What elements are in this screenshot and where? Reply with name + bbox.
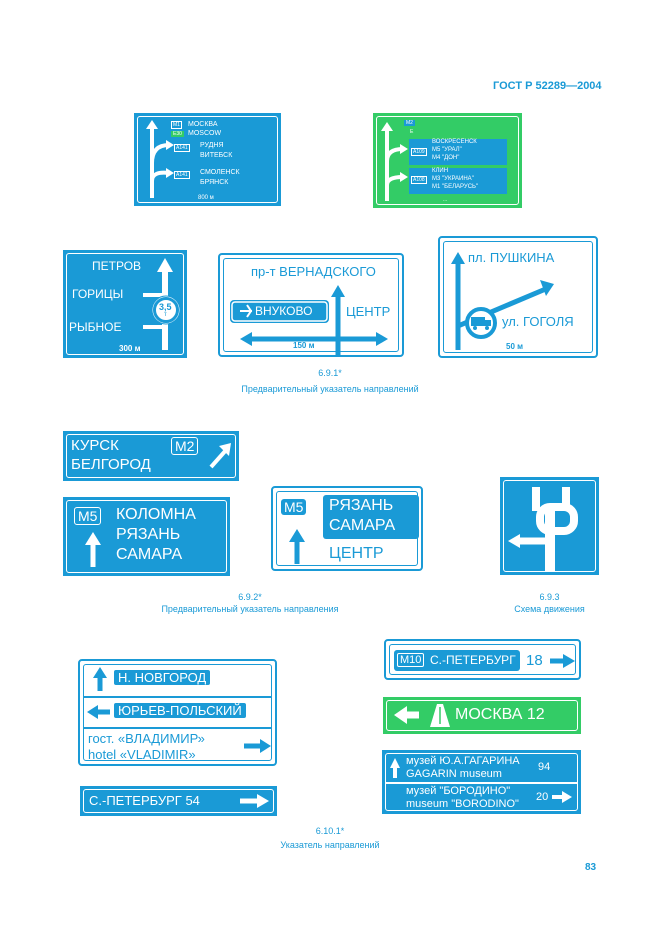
sign-kolomna [63,497,230,576]
route-number: М10 [397,653,424,667]
destination-label: С.-ПЕТЕРБУРГ [430,653,516,667]
distance-label: 20 [536,791,549,803]
destination-label: музей Ю.А.ГАГАРИНА [406,755,520,767]
route-number: М2 [171,437,198,455]
destination-label: КУРСК [71,437,119,454]
figure-caption: Предварительный указатель направлений [241,384,419,394]
sign-traffic-scheme [500,477,599,575]
destination-label: ПЕТРОВ [92,259,142,273]
sign-vernadskogo [218,253,404,357]
destination-label: САМАРА [329,517,396,534]
sign-petrov [63,250,187,358]
destination-label: hotel «VLADIMIR» [88,747,196,762]
destination-label: пр-т ВЕРНАДСКОГО [251,264,376,279]
distance-label: 800 м [198,195,214,201]
route-number: М5 [74,507,101,525]
up-arrow-icon [63,497,230,576]
figure-number: 6.9.1* [318,368,342,378]
destination-label: М1 "БЕЛАРУСЬ" [432,184,479,190]
distance-label: 50 м [506,342,524,351]
destination-label: ГОРИЦЫ [72,287,124,301]
route-number: А108 [413,177,425,183]
destination-label: РЫБНОЕ [69,320,122,334]
right-arrow-icon [386,641,583,682]
sign-m10-st-petersburg [384,639,581,680]
route-number: Е30 [173,131,182,137]
destination-label: MOSCOW [188,130,222,137]
destination-label: РЯЗАНЬ [329,497,394,514]
sign-motorway-junction [373,113,522,208]
destination-label: Н. НОВГОРОД [114,670,210,685]
sign-museums [382,750,581,814]
destination-label: М3 "УКРАИНА" [432,176,474,182]
destination-label: М4 "ДОН" [432,155,460,161]
route-number: А109 [413,149,425,155]
destination-label: ЦЕНТР [346,304,391,319]
figure-caption: Указатель направлений [280,840,380,850]
sign-moscow-smolensk [134,113,281,206]
sign-pushkina [438,236,598,358]
figure-number: 6.10.1* [315,826,345,836]
route-number: Е [410,129,414,135]
sign-kursk [63,431,239,481]
destination-label: СМОЛЕНСК [200,169,240,176]
destination-label: МОСКВА 12 [455,706,545,723]
page-number: 83 [585,862,597,873]
destination-label: КОЛОМНА [116,506,196,523]
destination-label: ВОСКРЕСЕНСК [432,139,477,145]
destination-label: БЕЛГОРОД [71,456,151,473]
destination-label: РУДНЯ [200,142,224,149]
up-arrow-icon [273,488,425,573]
figure-caption: Схема движения [514,604,585,614]
destination-label: ЦЕНТР [329,545,384,562]
figure-caption: Предварительный указатель направления [161,604,339,614]
distance-label: 94 [538,761,551,773]
route-number: М5 [281,499,306,515]
route-number: М1 [173,122,180,128]
weight-limit-value: 3,5 [159,302,172,312]
traffic-scheme-icon [500,477,599,575]
route-number: М2 [406,120,413,126]
destination-label: пл. ПУШКИНА [468,250,555,265]
direction-arrows-icon [80,661,279,768]
route-number: А141 [176,172,188,178]
diagonal-arrow-icon [63,431,239,481]
weight-limit-unit: т [164,312,167,318]
destination-label: музей "БОРОДИНО" [406,785,511,797]
sign-novgorod-group [78,659,277,766]
standard-header: ГОСТ Р 52289—2004 [493,80,602,92]
sign-moskva-12 [383,697,581,734]
figure-number: 6.9.3 [539,592,560,602]
destination-label: МОСКВА [188,121,218,128]
distance-label: 18 [526,652,543,669]
destination-label: ВНУКОВО [255,304,313,318]
sign-ryazan [271,486,423,571]
distance-label: 300 м [119,344,141,353]
right-arrow-icon [80,786,277,816]
destination-label: ВИТЕБСК [200,152,233,159]
destination-label: museum "BORODINO" [406,798,519,810]
destination-label: GAGARIN museum [406,768,502,780]
destination-label: ЮРЬЕВ-ПОЛЬСКИЙ [114,703,246,718]
route-number: А141 [176,145,188,151]
destination-label: гост. «ВЛАДИМИР» [88,731,205,746]
destination-label: С.-ПЕТЕРБУРГ 54 [89,793,200,808]
destination-label: М5 "УРАЛ" [432,147,462,153]
destination-label: ул. ГОГОЛЯ [502,314,574,329]
destination-label: РЯЗАНЬ [116,526,181,543]
sign-st-petersburg-54 [80,786,277,816]
destination-label: САМАРА [116,546,183,563]
destination-label: КЛИН [432,168,449,174]
distance-label: ... [443,197,448,203]
distance-label: 150 м [293,341,315,350]
destination-label: БРЯНСК [200,179,229,186]
figure-number: 6.9.2* [238,592,262,602]
